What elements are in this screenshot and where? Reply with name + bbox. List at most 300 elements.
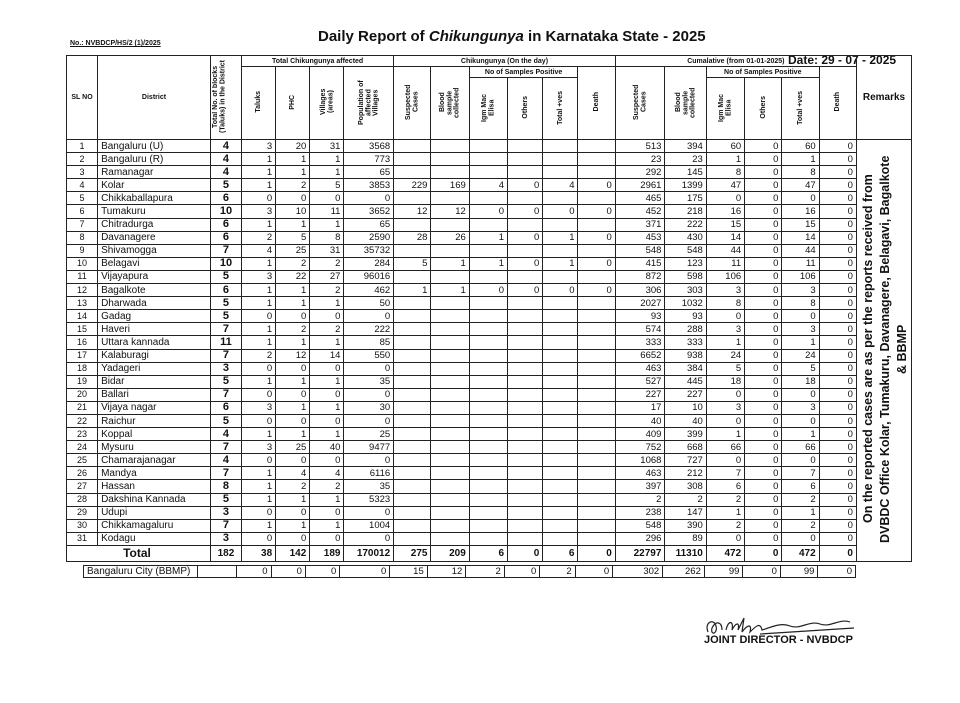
report-date: Date: 29 - 07 - 2025	[788, 53, 897, 67]
bbmp-suspected: 15	[390, 566, 428, 578]
taluks-cell: 0	[241, 362, 275, 375]
taluks-cell: 4	[241, 244, 275, 257]
population-cell: 0	[344, 532, 394, 545]
blood-sample-cum-cell: 445	[665, 375, 706, 388]
blood-sample-cell	[431, 401, 469, 414]
others-cum-cell: 0	[745, 493, 782, 506]
blocks-cell: 5	[210, 414, 241, 427]
suspected-cell	[394, 467, 431, 480]
taluks-cell: 1	[241, 284, 275, 297]
death-cell	[578, 323, 615, 336]
death-cum-cell: 0	[819, 205, 856, 218]
death-cell	[578, 493, 615, 506]
phc-cell: 20	[276, 140, 310, 153]
sl-no-cell: 7	[67, 218, 98, 231]
sl-no-cell: 20	[67, 388, 98, 401]
table-row	[67, 257, 912, 270]
bbmp-blood-cum: 262	[663, 566, 705, 578]
table-row	[67, 506, 912, 519]
igm-cell	[469, 362, 507, 375]
blood-sample-cell	[431, 467, 469, 480]
villages-cell: 2	[310, 284, 344, 297]
blocks-cell: 4	[210, 428, 241, 441]
sl-no-cell: 13	[67, 297, 98, 310]
death-cell	[578, 297, 615, 310]
death-cell: 0	[578, 231, 615, 244]
taluks-cell: 3	[241, 441, 275, 454]
phc-cell: 0	[276, 532, 310, 545]
taluks-cell: 2	[241, 231, 275, 244]
total-positive-cum-cell: 0	[782, 532, 819, 545]
population-cell: 222	[344, 323, 394, 336]
igm-cell	[469, 336, 507, 349]
death-cell: 0	[578, 179, 615, 192]
phc-cell: 2	[276, 323, 310, 336]
total-positive-cum-cell: 11	[782, 257, 819, 270]
igm-cum-cell: 0	[706, 310, 744, 323]
population-cell: 6116	[344, 467, 394, 480]
blood-sample-cum-cell: 308	[665, 480, 706, 493]
suspected-cum-cell: 2	[615, 493, 665, 506]
blood-sample-cell: 12	[431, 205, 469, 218]
taluks-cell: 3	[241, 205, 275, 218]
blood-sample-cum-cell: 384	[665, 362, 706, 375]
total-positive-cell	[543, 140, 578, 153]
death-cell	[578, 192, 615, 205]
blood-sample-cum-cell: 175	[665, 192, 706, 205]
death-cum-cell: 0	[819, 192, 856, 205]
blood-sample-cum-cell: 399	[665, 428, 706, 441]
blood-sample-cum-cell: 668	[665, 441, 706, 454]
villages-cell: 31	[310, 244, 344, 257]
total-positive-cell	[543, 362, 578, 375]
district-cell: Kolar	[98, 179, 211, 192]
taluks-cell: 3	[241, 401, 275, 414]
phc-cell: 1	[276, 153, 310, 166]
suspected-cum-cell: 40	[615, 414, 665, 427]
death-cell	[578, 401, 615, 414]
death-header: Death	[592, 92, 600, 112]
death-cell	[578, 375, 615, 388]
villages-cell: 0	[310, 362, 344, 375]
suspected-cell	[394, 153, 431, 166]
igm-cum-cell: 6	[706, 480, 744, 493]
blood-sample-cum-cell: 93	[665, 310, 706, 323]
taluks-cell: 0	[241, 532, 275, 545]
igm-cum-cell: 15	[706, 218, 744, 231]
suspected-cell	[394, 506, 431, 519]
villages-cell: 8	[310, 231, 344, 244]
blood-sample-cell	[431, 166, 469, 179]
population-cell: 0	[344, 414, 394, 427]
blood-sample-cell	[431, 506, 469, 519]
suspected-cum-cell: 453	[615, 231, 665, 244]
table-row	[67, 349, 912, 362]
bbmp-taluks: 0	[237, 566, 271, 578]
others-cum-cell: 0	[745, 414, 782, 427]
table-row	[67, 218, 912, 231]
table-row	[67, 231, 912, 244]
remarks-cell	[856, 140, 911, 562]
igm-cell	[469, 297, 507, 310]
others-cum-cell: 0	[745, 441, 782, 454]
sl-no-cell: 30	[67, 519, 98, 532]
phc-cell: 2	[276, 480, 310, 493]
bbmp-igm: 2	[466, 566, 505, 578]
suspected-cum-cell: 238	[615, 506, 665, 519]
igm-cell	[469, 349, 507, 362]
taluks-cell: 2	[241, 349, 275, 362]
blood-sample-cell: 1	[431, 257, 469, 270]
suspected-cum-cell: 463	[615, 362, 665, 375]
population-cell: 35	[344, 375, 394, 388]
villages-cell: 0	[310, 388, 344, 401]
table-row	[67, 519, 912, 532]
total-positive-cum-cell: 0	[782, 388, 819, 401]
district-cell: Chamarajanagar	[98, 454, 211, 467]
blocks-cell: 5	[210, 270, 241, 283]
villages-cell: 1	[310, 428, 344, 441]
villages-cell: 0	[310, 532, 344, 545]
death-cum-cell: 0	[819, 297, 856, 310]
total-igm-cell: 6	[469, 545, 507, 561]
total-villages-cell: 189	[310, 545, 344, 561]
death-cum-cell: 0	[819, 166, 856, 179]
others-cum-cell: 0	[745, 454, 782, 467]
villages-cell: 1	[310, 297, 344, 310]
total-blood-sample-cum-cell: 11310	[665, 545, 706, 561]
page-title: Daily Report of Chikungunya in Karnataka State - 2025	[318, 28, 706, 45]
suspected-cum-cell: 574	[615, 323, 665, 336]
others-cum-header: Others	[759, 96, 767, 119]
death-cum-cell: 0	[819, 532, 856, 545]
total-positive-cum-cell: 1	[782, 153, 819, 166]
taluks-cell: 1	[241, 166, 275, 179]
suspected-cum-cell: 527	[615, 375, 665, 388]
others-cum-cell: 0	[745, 218, 782, 231]
sl-no-cell: 21	[67, 401, 98, 414]
suspected-cell	[394, 140, 431, 153]
death-cell	[578, 244, 615, 257]
igm-cell	[469, 454, 507, 467]
bbmp-phc: 0	[271, 566, 305, 578]
blocks-cell: 3	[210, 506, 241, 519]
district-cell: Ballari	[98, 388, 211, 401]
district-cell: Davanagere	[98, 231, 211, 244]
total-positive-cum-cell: 44	[782, 244, 819, 257]
igm-cell: 1	[469, 257, 507, 270]
phc-cell: 5	[276, 231, 310, 244]
blocks-cell: 7	[210, 388, 241, 401]
table-row	[67, 454, 912, 467]
blood-sample-cum-cell: 23	[665, 153, 706, 166]
population-cell: 0	[344, 506, 394, 519]
total-positive-cell	[543, 414, 578, 427]
phc-cell: 0	[276, 414, 310, 427]
igm-cell	[469, 153, 507, 166]
total-positive-cell	[543, 166, 578, 179]
death-cell	[578, 480, 615, 493]
igm-cell: 0	[469, 205, 507, 218]
district-cell: Bidar	[98, 375, 211, 388]
taluks-cell: 3	[241, 270, 275, 283]
bbmp-others-cum: 0	[743, 566, 781, 578]
total-positive-cell	[543, 519, 578, 532]
villages-cell: 0	[310, 310, 344, 323]
villages-cell: 0	[310, 506, 344, 519]
total-positive-cell	[543, 336, 578, 349]
bbmp-death: 0	[575, 566, 613, 578]
igm-cum-cell: 24	[706, 349, 744, 362]
blocks-cell: 3	[210, 362, 241, 375]
others-cum-cell: 0	[745, 297, 782, 310]
igm-cell	[469, 388, 507, 401]
igm-cum-cell: 1	[706, 506, 744, 519]
suspected-cum-cell: 227	[615, 388, 665, 401]
total-blood-sample-cell: 209	[431, 545, 469, 561]
table-row	[67, 362, 912, 375]
total-positive-cum-cell: 1	[782, 428, 819, 441]
others-cell	[508, 336, 543, 349]
igm-cum-cell: 8	[706, 297, 744, 310]
death-cum-cell: 0	[819, 388, 856, 401]
igm-cum-cell: 3	[706, 323, 744, 336]
suspected-cum-cell: 415	[615, 257, 665, 270]
population-cell: 0	[344, 388, 394, 401]
suspected-cell	[394, 493, 431, 506]
total-positive-cell	[543, 454, 578, 467]
igm-cum-cell: 106	[706, 270, 744, 283]
others-cum-cell: 0	[745, 244, 782, 257]
phc-cell: 1	[276, 428, 310, 441]
blocks-cell: 5	[210, 297, 241, 310]
total-positive-cell	[543, 480, 578, 493]
suspected-cum-cell: 2961	[615, 179, 665, 192]
suspected-cell	[394, 270, 431, 283]
death-cell	[578, 506, 615, 519]
villages-cell: 1	[310, 218, 344, 231]
suspected-cell: 1	[394, 284, 431, 297]
death-cum-cell: 0	[819, 375, 856, 388]
others-cum-cell: 0	[745, 140, 782, 153]
total-positive-cum-cell: 0	[782, 310, 819, 323]
table-row	[67, 401, 912, 414]
total-positive-cell	[543, 532, 578, 545]
blood-sample-cell	[431, 297, 469, 310]
suspected-cum-cell: 752	[615, 441, 665, 454]
table-row	[67, 388, 912, 401]
blood-sample-cell	[431, 519, 469, 532]
death-cell	[578, 310, 615, 323]
suspected-cell: 12	[394, 205, 431, 218]
others-cell	[508, 140, 543, 153]
blocks-cell: 6	[210, 401, 241, 414]
others-cell	[508, 166, 543, 179]
others-cum-cell: 0	[745, 467, 782, 480]
sl-no-cell: 8	[67, 231, 98, 244]
igm-cell	[469, 441, 507, 454]
blood-sample-cum-cell: 1032	[665, 297, 706, 310]
blocks-cell: 6	[210, 284, 241, 297]
suspected-cell	[394, 297, 431, 310]
table-row	[67, 532, 912, 545]
taluks-cell: 1	[241, 480, 275, 493]
phc-cell: 0	[276, 454, 310, 467]
sl-no-cell: 29	[67, 506, 98, 519]
villages-cell: 4	[310, 467, 344, 480]
population-cell: 0	[344, 310, 394, 323]
taluks-cell: 0	[241, 388, 275, 401]
suspected-cell	[394, 192, 431, 205]
death-cum-cell: 0	[819, 310, 856, 323]
others-cum-cell: 0	[745, 192, 782, 205]
total-positive-cell	[543, 349, 578, 362]
igm-cum-cell: 0	[706, 388, 744, 401]
blocks-cell: 4	[210, 166, 241, 179]
total-positive-cell	[543, 270, 578, 283]
death-cum-cell: 0	[819, 454, 856, 467]
death-cum-cell: 0	[819, 467, 856, 480]
population-cell: 3853	[344, 179, 394, 192]
igm-cum-cell: 47	[706, 179, 744, 192]
death-cell	[578, 362, 615, 375]
death-cum-cell: 0	[819, 401, 856, 414]
total-label: Total	[67, 545, 211, 561]
phc-cell: 10	[276, 205, 310, 218]
population-cell: 65	[344, 166, 394, 179]
suspected-cell	[394, 349, 431, 362]
igm-cell	[469, 375, 507, 388]
phc-cell: 4	[276, 467, 310, 480]
others-cell	[508, 192, 543, 205]
phc-cell: 2	[276, 179, 310, 192]
district-cell: Chikkaballapura	[98, 192, 211, 205]
villages-cell: 2	[310, 480, 344, 493]
others-cum-cell: 0	[745, 506, 782, 519]
phc-cell: 0	[276, 192, 310, 205]
death-cum-cell: 0	[819, 414, 856, 427]
district-cell: Bangaluru (R)	[98, 153, 211, 166]
blocks-cell: 7	[210, 441, 241, 454]
suspected-cum-cell: 548	[615, 519, 665, 532]
blocks-cell: 6	[210, 192, 241, 205]
others-cell: 0	[508, 205, 543, 218]
death-cum-cell: 0	[819, 493, 856, 506]
bbmp-blocks	[197, 566, 237, 578]
villages-cell: 1	[310, 401, 344, 414]
suspected-cum-cell: 333	[615, 336, 665, 349]
total-positive-cum-cell: 24	[782, 349, 819, 362]
phc-cell: 1	[276, 336, 310, 349]
others-cum-cell: 0	[745, 336, 782, 349]
total-positive-cum-cell: 1	[782, 336, 819, 349]
death-cell	[578, 218, 615, 231]
blood-sample-cell	[431, 323, 469, 336]
taluks-cell: 1	[241, 179, 275, 192]
death-cum-cell: 0	[819, 336, 856, 349]
suspected-cell	[394, 244, 431, 257]
blocks-cell: 7	[210, 349, 241, 362]
igm-cell	[469, 506, 507, 519]
total-positive-cum-cell: 2	[782, 519, 819, 532]
suspected-cell: 229	[394, 179, 431, 192]
suspected-header: Suspected Cases	[404, 84, 420, 120]
bbmp-district: Bangaluru City (BBMP)	[84, 566, 198, 578]
igm-cell	[469, 428, 507, 441]
district-cell: Koppal	[98, 428, 211, 441]
blood-sample-cum-header: Blood sample collected	[674, 86, 697, 118]
total-positive-cell	[543, 192, 578, 205]
table-row	[67, 310, 912, 323]
blood-sample-cell	[431, 218, 469, 231]
taluks-cell: 1	[241, 467, 275, 480]
igm-cum-cell: 3	[706, 284, 744, 297]
affected-group-header: Total Chikungunya affected	[241, 56, 393, 67]
villages-cell: 2	[310, 323, 344, 336]
taluks-cell: 0	[241, 414, 275, 427]
taluks-cell: 1	[241, 218, 275, 231]
others-cell: 0	[508, 231, 543, 244]
district-cell: Kalaburagi	[98, 349, 211, 362]
sl-no-cell: 10	[67, 257, 98, 270]
blood-sample-cell	[431, 388, 469, 401]
villages-cell: 11	[310, 205, 344, 218]
total-positive-cell	[543, 218, 578, 231]
total-row	[67, 545, 912, 561]
total-others-cum-cell: 0	[745, 545, 782, 561]
igm-cell	[469, 140, 507, 153]
others-cum-cell: 0	[745, 401, 782, 414]
blood-sample-cum-cell: 1399	[665, 179, 706, 192]
others-cell	[508, 388, 543, 401]
total-positive-cum-cell: 66	[782, 441, 819, 454]
igm-cum-cell: 2	[706, 519, 744, 532]
blocks-header: Total No. of blocks (Taluks) in the District	[211, 60, 227, 133]
suspected-cell	[394, 375, 431, 388]
blood-sample-cum-cell: 40	[665, 414, 706, 427]
suspected-cell	[394, 414, 431, 427]
district-cell: Bangaluru (U)	[98, 140, 211, 153]
taluks-cell: 0	[241, 310, 275, 323]
igm-cum-cell: 14	[706, 231, 744, 244]
blood-sample-cell	[431, 310, 469, 323]
total-positive-cell	[543, 310, 578, 323]
death-cell	[578, 349, 615, 362]
blood-sample-cell	[431, 336, 469, 349]
others-cum-cell: 0	[745, 310, 782, 323]
sl-no-cell: 28	[67, 493, 98, 506]
sl-no-cell: 9	[67, 244, 98, 257]
population-cell: 35	[344, 480, 394, 493]
suspected-cum-cell: 93	[615, 310, 665, 323]
bbmp-population: 0	[340, 566, 390, 578]
igm-cell	[469, 519, 507, 532]
total-positive-cell	[543, 441, 578, 454]
suspected-cell	[394, 480, 431, 493]
others-cell	[508, 349, 543, 362]
district-cell: Mandya	[98, 467, 211, 480]
blood-sample-cum-cell: 938	[665, 349, 706, 362]
phc-cell: 0	[276, 362, 310, 375]
death-cum-cell: 0	[819, 270, 856, 283]
suspected-cum-cell: 17	[615, 401, 665, 414]
district-cell: Yadageri	[98, 362, 211, 375]
suspected-cum-cell: 371	[615, 218, 665, 231]
suspected-cell	[394, 428, 431, 441]
taluks-cell: 1	[241, 519, 275, 532]
blocks-cell: 5	[210, 179, 241, 192]
igm-cum-cell: 3	[706, 401, 744, 414]
